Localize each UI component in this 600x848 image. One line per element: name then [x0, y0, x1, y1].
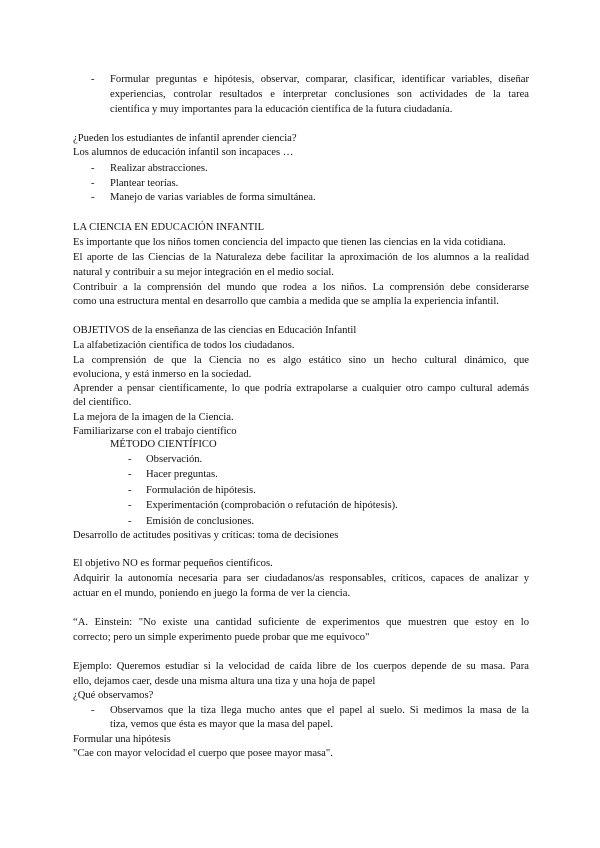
quote-line-1: “A. Einstein: "No existe una cantidad suficiente de experimentos que muestren que estoy en lo	[73, 617, 529, 628]
bullet-dash: -	[91, 192, 95, 203]
section1-line-1: Es importante que los niños tomen conciencia del impacto que tienen las ciencias en la vida cotidiana.	[73, 237, 506, 248]
bullet-dash: -	[91, 705, 95, 716]
incapaces-item: Manejo de varias variables de forma simultánea.	[110, 192, 316, 203]
example-line-1: Ejemplo: Queremos estudiar si la velocidad de caída libre de los cuerpos depende de su masa. Para	[73, 661, 529, 672]
quote-line-2: correcto; pero un simple experimento puede probar que me equivoco"	[73, 632, 370, 643]
intro-bullet-line-1: Formular preguntas e hipótesis, observar, comparar, clasificar, identificar variables, diseñar	[110, 74, 529, 85]
section2-line-7: Familiarizarse con el trabajo científico	[73, 426, 237, 437]
incapaces-intro: Los alumnos de educación infantil son incapaces …	[73, 147, 294, 158]
section2-line-1: La alfabetización científica de todos los ciudadanos.	[73, 340, 295, 351]
objective-line-3: actuar en el mundo, poniendo en juego la forma de ver la ciencia.	[73, 588, 351, 599]
method-title: MÉTODO CIENTÍFICO	[110, 439, 217, 450]
section-heading-ciencia: LA CIENCIA EN EDUCACIÓN INFANTIL	[73, 222, 265, 233]
section1-line-3: natural y contribuir a su mejor integración en el medio social.	[73, 267, 334, 278]
method-item: Experimentación (comprobación o refutación de hipótesis).	[146, 500, 398, 511]
intro-bullet-line-3: científica y muy importantes para la educación científica de la futura ciudadanía.	[110, 104, 453, 115]
bullet-dash: -	[128, 500, 132, 511]
bullet-dash: -	[128, 516, 132, 527]
bullet-dash: -	[128, 469, 132, 480]
bullet-dash: -	[128, 454, 132, 465]
section1-line-4: Contribuir a la comprensión del mundo que rodea a los niños. La comprensión debe considerarse	[73, 282, 529, 293]
section2-line-3: evoluciona, y está inmerso en la sociedad.	[73, 369, 252, 380]
example-line-2: ello, dejamos caer, desde una misma altura una tiza y una hoja de papel	[73, 676, 376, 687]
objective-line-2: Adquirir la autonomía necesaria para ser ciudadanos/as responsables, críticos, capaces de analizar y	[73, 573, 529, 584]
bullet-dash: -	[91, 74, 95, 85]
section1-line-2: El aporte de las Ciencias de la Naturaleza debe facilitar la aproximación de los alumnos a la realidad	[73, 252, 529, 263]
example-bullet-line-2: tiza, vemos que ésta es mayor que la masa del papel.	[110, 719, 333, 730]
example-question: ¿Qué observamos?	[73, 690, 154, 701]
bullet-dash: -	[91, 163, 95, 174]
incapaces-item: Realizar abstracciones.	[110, 163, 208, 174]
section1-line-5: como una estructura mental en desarrollo que cambia a medida que se amplía la experiencia infantil.	[73, 296, 499, 307]
section2-line-2: La comprensión de que la Ciencia no es algo estático sino un hecho cultural dinámico, que	[73, 355, 529, 366]
question-line: ¿Pueden los estudiantes de infantil aprender ciencia?	[73, 133, 297, 144]
hypothesis-label: Formular una hipótesis	[73, 734, 171, 745]
section2-closing: Desarrollo de actitudes positivas y críticas: toma de decisiones	[73, 530, 339, 541]
method-item: Hacer preguntas.	[146, 469, 218, 480]
method-item: Emisión de conclusiones.	[146, 516, 254, 527]
method-item: Formulación de hipótesis.	[146, 485, 256, 496]
section-heading-objetivos: OBJETIVOS de la enseñanza de las ciencias en Educación Infantil	[73, 325, 357, 336]
bullet-dash: -	[128, 485, 132, 496]
section2-line-6: La mejora de la imagen de la Ciencia.	[73, 412, 234, 423]
intro-bullet-line-2: experiencias, controlar resultados e interpretar conclusiones son actividades de la tarea	[110, 89, 529, 100]
bullet-dash: -	[91, 178, 95, 189]
method-item: Observación.	[146, 454, 203, 465]
hypothesis-text: "Cae con mayor velocidad el cuerpo que posee mayor masa".	[73, 748, 333, 759]
section2-line-5: del científico.	[73, 397, 132, 408]
example-bullet-line-1: Observamos que la tiza llega mucho antes que el papel al suelo. Si medimos la masa de la	[110, 705, 529, 716]
section2-line-4: Aprender a pensar científicamente, lo que podría extrapolarse a cualquier otro campo cultural además	[73, 383, 529, 394]
incapaces-item: Plantear teorías.	[110, 178, 179, 189]
objective-line-1: El objetivo NO es formar pequeños científicos.	[73, 558, 273, 569]
